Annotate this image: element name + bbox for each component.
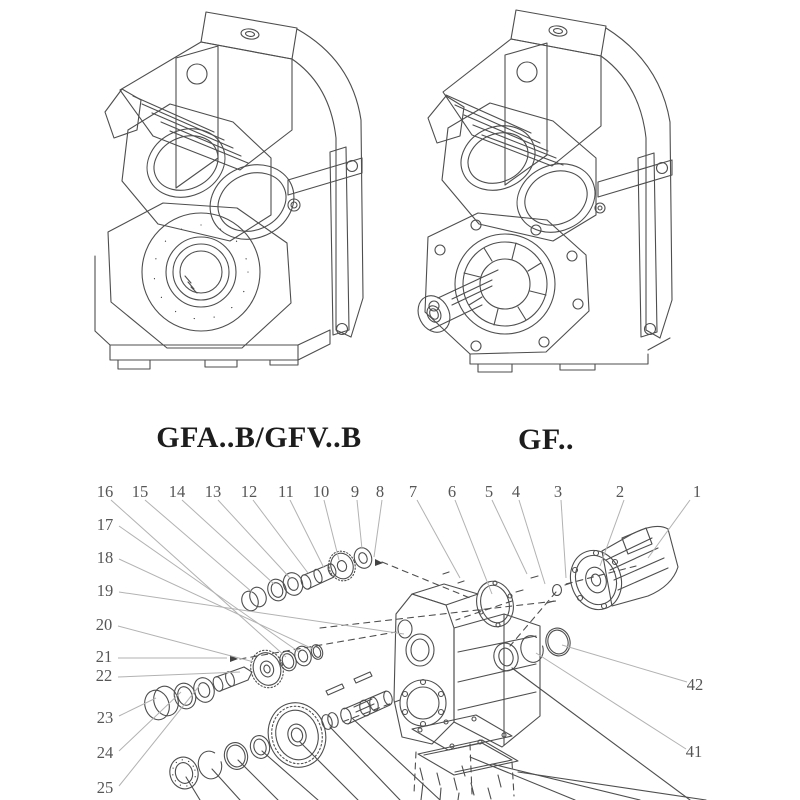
callout-number-21: 21 (95, 647, 113, 666)
callout-number-17: 17 (96, 515, 114, 534)
leader-line-9 (357, 500, 362, 549)
leader-line-16 (111, 500, 286, 657)
leader-line-12 (253, 500, 308, 573)
bearing-ring-set (491, 625, 573, 673)
gear-housing (394, 584, 540, 747)
leader-lines-cutoff (186, 668, 706, 800)
exploded-view (141, 526, 706, 800)
callout-number-15: 15 (131, 482, 149, 501)
leader-line-11 (290, 500, 324, 568)
callout-number-7: 7 (408, 482, 418, 501)
caption-gf: GF.. (518, 423, 574, 456)
callout-number-14: 14 (168, 482, 186, 501)
leader-line-8 (374, 500, 382, 557)
leader-line-6 (455, 500, 492, 594)
callout-number-8: 8 (375, 482, 385, 501)
callout-number-4: 4 (511, 482, 521, 501)
callout-number-6: 6 (447, 482, 457, 501)
input-shaft-assembly (239, 545, 383, 613)
callout-number-16: 16 (96, 482, 114, 501)
breather-plug (553, 585, 562, 596)
callout-number-3: 3 (553, 482, 563, 501)
output-shaft-assembly (166, 672, 393, 792)
figure-gfab-gfvb-drawing (95, 12, 363, 369)
callout-layer (96, 482, 704, 797)
intermediate-shaft-assembly (141, 643, 325, 723)
callout-number-42: 42 (686, 675, 704, 694)
callout-number-19: 19 (96, 581, 114, 600)
callout-number-24: 24 (96, 743, 114, 762)
leader-line-7 (417, 500, 460, 578)
callout-number-9: 9 (350, 482, 360, 501)
callout-number-10: 10 (312, 482, 330, 501)
leader-line-18 (119, 559, 313, 649)
leader-line-23 (119, 698, 156, 716)
leader-line-5 (492, 500, 527, 574)
leader-line-1 (648, 500, 690, 558)
figure-gf-drawing (412, 10, 672, 372)
caption-gfab-gfvb: GFA..B/GFV..B (156, 421, 362, 454)
leader-line-42 (562, 645, 687, 682)
leader-line-10 (324, 500, 339, 560)
callout-number-1: 1 (692, 482, 702, 501)
leader-line-25 (119, 685, 200, 786)
callout-number-25: 25 (96, 778, 114, 797)
shaft-key (354, 672, 372, 683)
callout-number-2: 2 (615, 482, 625, 501)
leader-line-19 (119, 592, 404, 634)
callout-number-18: 18 (96, 548, 114, 567)
callout-number-22: 22 (95, 666, 113, 685)
leader-line-41 (536, 653, 686, 749)
callout-number-12: 12 (240, 482, 258, 501)
callout-number-13: 13 (204, 482, 222, 501)
leader-line-3 (561, 500, 566, 578)
callout-number-20: 20 (95, 615, 113, 634)
leader-line-20 (118, 626, 254, 662)
shaft-key (326, 684, 344, 695)
leader-line-2 (600, 500, 624, 566)
mounting-bolts (443, 572, 571, 603)
callout-number-23: 23 (96, 708, 114, 727)
callout-number-41: 41 (685, 742, 703, 761)
leader-line-4 (519, 500, 545, 584)
callout-number-5: 5 (484, 482, 494, 501)
flange-gasket-ring (472, 577, 519, 631)
callout-number-11: 11 (278, 482, 294, 501)
